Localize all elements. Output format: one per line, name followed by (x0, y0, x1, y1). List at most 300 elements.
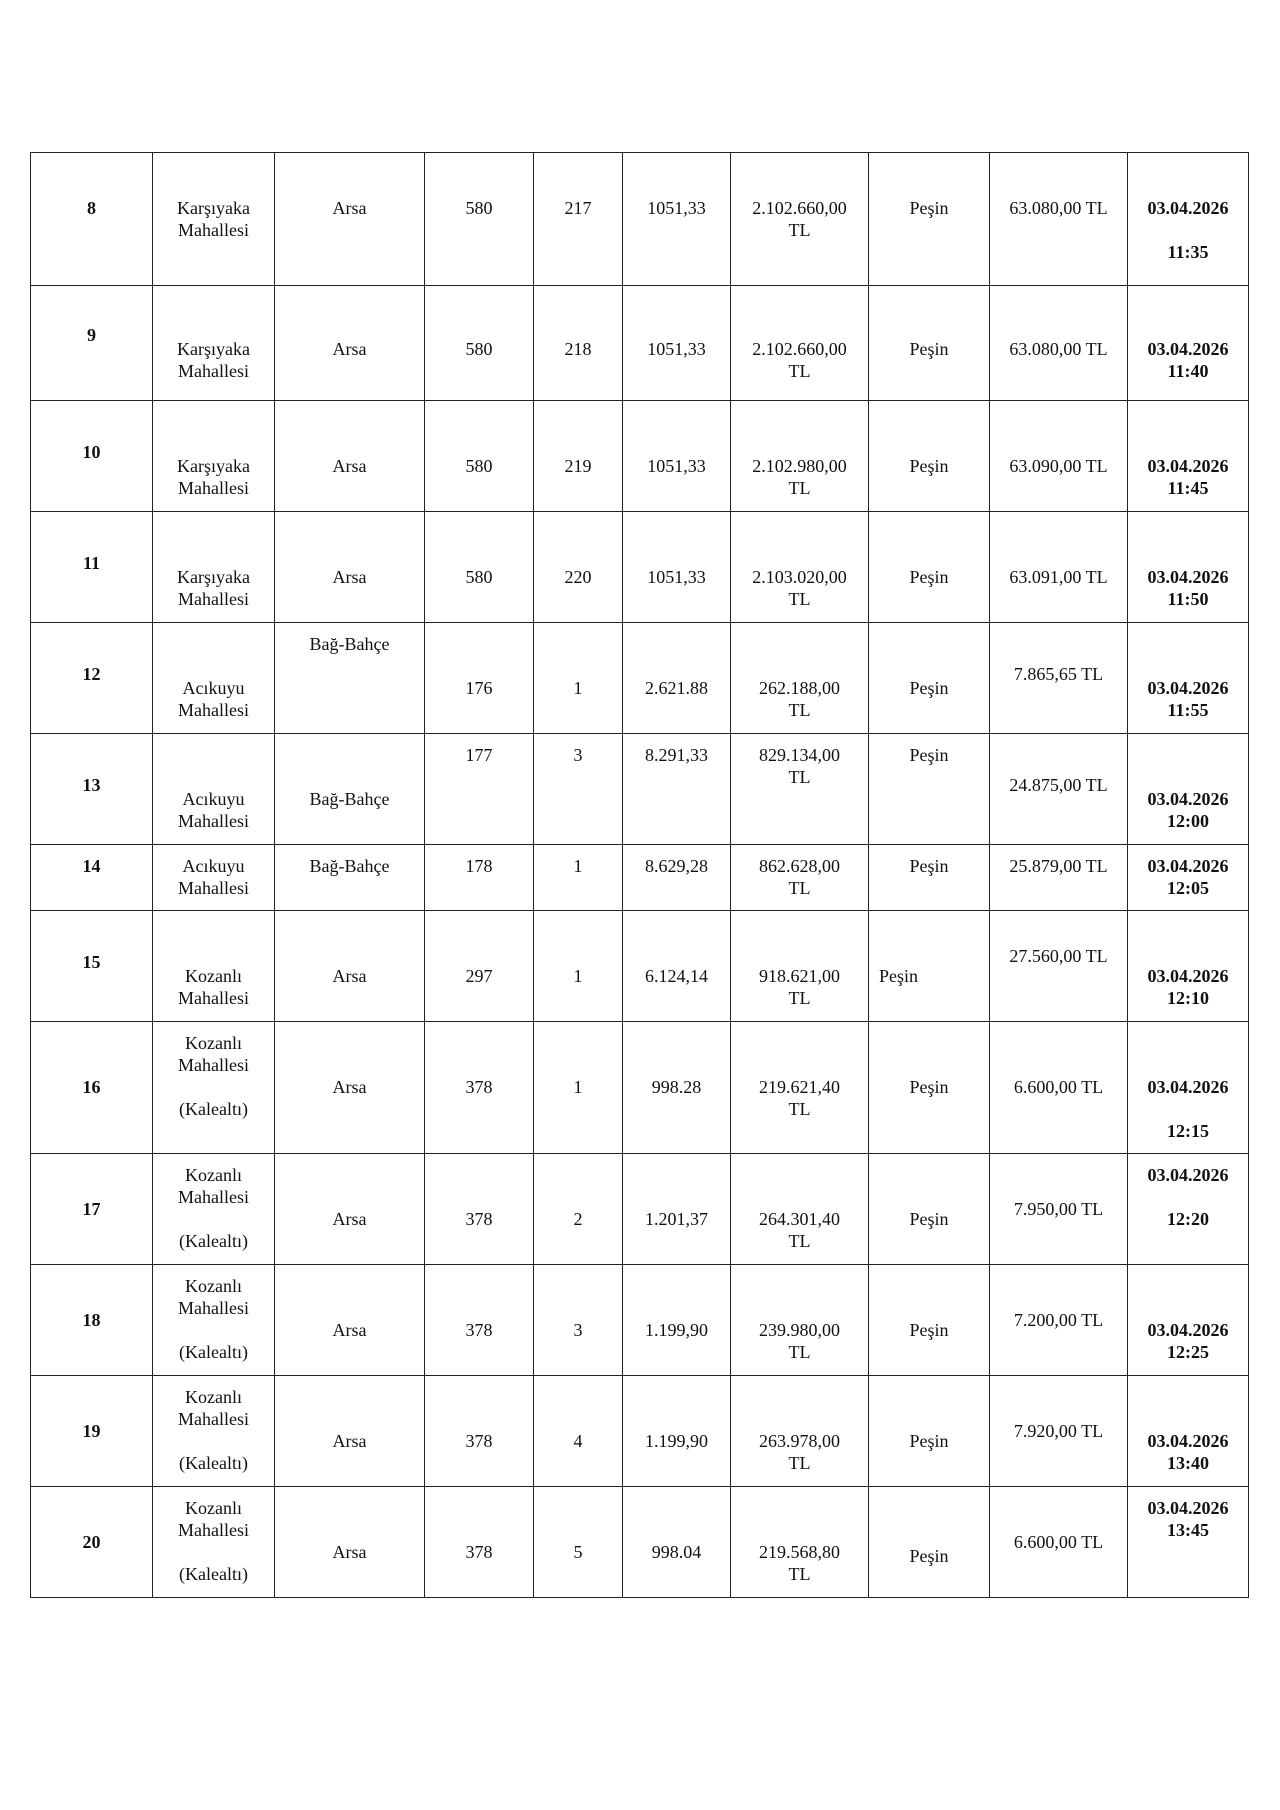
property-type-cell (275, 286, 425, 401)
property-type: Arsa (332, 1542, 367, 1562)
estimated-value: TL (788, 1453, 811, 1473)
neighborhood: Mahallesi (178, 1298, 249, 1318)
parcel-number: 219 (564, 456, 592, 476)
neighborhood: (Kalealtı) (179, 1564, 248, 1584)
block-number-cell (425, 845, 534, 911)
parcel-number: 4 (573, 1431, 583, 1451)
estimated-value: 219.621,40 (759, 1077, 840, 1097)
property-type: Arsa (332, 456, 367, 476)
guarantee-amount-cell (990, 1487, 1128, 1598)
block-number-cell (425, 1487, 534, 1598)
row-number: 9 (87, 325, 96, 345)
neighborhood: Karşıyaka (177, 198, 250, 218)
parcel-number-cell (534, 623, 623, 734)
parcel-number-cell (534, 911, 623, 1022)
neighborhood-cell (153, 1154, 275, 1265)
property-type-cell (275, 1154, 425, 1265)
property-type-cell (275, 153, 425, 286)
estimated-value-cell (731, 1376, 869, 1487)
table-row (31, 1376, 1249, 1487)
row-number: 14 (82, 856, 101, 876)
property-type-cell (275, 401, 425, 512)
row-number: 19 (82, 1421, 101, 1441)
property-type: Arsa (332, 1320, 367, 1340)
block-number: 378 (465, 1431, 493, 1451)
row-number-cell (31, 623, 153, 734)
row-number: 15 (82, 952, 101, 972)
estimated-value: 263.978,00 (759, 1431, 840, 1451)
guarantee-amount: 63.080,00 TL (1009, 339, 1108, 359)
property-type-cell (275, 911, 425, 1022)
area-cell (623, 1376, 731, 1487)
area: 998.28 (651, 1077, 702, 1097)
estimated-value-cell (731, 845, 869, 911)
auction-datetime: 11:45 (1167, 478, 1209, 498)
parcel-number: 3 (573, 1320, 583, 1340)
estimated-value: TL (788, 767, 811, 787)
block-number: 177 (465, 745, 493, 765)
auction-datetime: 03.04.2026 (1147, 966, 1229, 986)
neighborhood: Karşıyaka (177, 567, 250, 587)
auction-datetime: 03.04.2026 (1147, 567, 1229, 587)
neighborhood: Kozanlı (185, 1165, 242, 1185)
guarantee-amount-cell (990, 1022, 1128, 1154)
auction-datetime-cell (1128, 623, 1249, 734)
guarantee-amount: 27.560,00 TL (1009, 946, 1108, 966)
block-number-cell (425, 286, 534, 401)
estimated-value-cell (731, 512, 869, 623)
payment-type-cell (869, 734, 990, 845)
neighborhood: (Kalealtı) (179, 1342, 248, 1362)
parcel-number-cell (534, 1154, 623, 1265)
neighborhood: Acıkuyu (182, 678, 245, 698)
payment-type: Peşin (909, 567, 949, 587)
block-number: 297 (465, 966, 493, 986)
parcel-number: 1 (573, 1077, 583, 1097)
row-number: 12 (82, 664, 101, 684)
estimated-value-cell (731, 286, 869, 401)
payment-type-cell (869, 401, 990, 512)
guarantee-amount: 63.091,00 TL (1009, 567, 1108, 587)
payment-type: Peşin (909, 678, 949, 698)
area: 8.629,28 (645, 856, 708, 876)
auction-datetime-cell (1128, 845, 1249, 911)
neighborhood: Acıkuyu (182, 789, 245, 809)
guarantee-amount-cell (990, 1376, 1128, 1487)
estimated-value-cell (731, 153, 869, 286)
block-number: 176 (465, 678, 493, 698)
estimated-value: 2.102.660,00 (752, 198, 847, 218)
estimated-value: 829.134,00 (759, 745, 840, 765)
auction-datetime-cell (1128, 401, 1249, 512)
payment-type: Peşin (909, 856, 949, 876)
property-type-cell (275, 512, 425, 623)
parcel-number: 217 (564, 198, 592, 218)
estimated-value-cell (731, 1154, 869, 1265)
payment-type: Peşin (909, 1320, 949, 1340)
block-number: 580 (465, 339, 493, 359)
guarantee-amount-cell (990, 1265, 1128, 1376)
area: 1.199,90 (645, 1431, 708, 1451)
block-number-cell (425, 1154, 534, 1265)
block-number-cell (425, 623, 534, 734)
row-number: 18 (82, 1310, 101, 1330)
auction-datetime: 12:15 (1167, 1121, 1209, 1141)
row-number: 13 (82, 775, 101, 795)
row-number: 20 (82, 1532, 101, 1552)
payment-type: Peşin (909, 198, 949, 218)
table-row (31, 734, 1249, 845)
row-number: 8 (87, 198, 96, 218)
neighborhood: Kozanlı (185, 1498, 242, 1518)
guarantee-amount: 7.200,00 TL (1013, 1310, 1104, 1330)
auction-datetime-cell (1128, 1022, 1249, 1154)
payment-type-cell (869, 1022, 990, 1154)
auction-datetime: 11:40 (1167, 361, 1209, 381)
row-number-cell (31, 1265, 153, 1376)
guarantee-amount-cell (990, 512, 1128, 623)
parcel-number-cell (534, 734, 623, 845)
neighborhood: Mahallesi (178, 1187, 249, 1207)
property-type: Bağ-Bahçe (309, 789, 390, 809)
row-number: 11 (82, 553, 100, 573)
auction-datetime: 11:50 (1167, 589, 1209, 609)
estimated-value: 918.621,00 (759, 966, 840, 986)
auction-datetime-cell (1128, 286, 1249, 401)
row-number: 10 (82, 442, 101, 462)
block-number-cell (425, 911, 534, 1022)
area: 8.291,33 (645, 745, 708, 765)
payment-type-cell (869, 286, 990, 401)
area: 998.04 (651, 1542, 702, 1562)
row-number-cell (31, 512, 153, 623)
neighborhood: Mahallesi (178, 220, 249, 240)
payment-type-cell (869, 1154, 990, 1265)
block-number: 378 (465, 1320, 493, 1340)
table-row (31, 1022, 1249, 1154)
payment-type-cell (869, 1487, 990, 1598)
estimated-value: TL (788, 589, 811, 609)
payment-type: Peşin (909, 339, 949, 359)
neighborhood: Mahallesi (178, 878, 249, 898)
auction-datetime: 13:45 (1167, 1520, 1209, 1540)
row-number-cell (31, 1022, 153, 1154)
estimated-value: TL (788, 988, 811, 1008)
auction-datetime: 12:20 (1167, 1209, 1209, 1229)
parcel-number-cell (534, 1487, 623, 1598)
neighborhood: Karşıyaka (177, 339, 250, 359)
area-cell (623, 911, 731, 1022)
estimated-value: TL (788, 878, 811, 898)
block-number: 580 (465, 567, 493, 587)
auction-datetime: 11:35 (1167, 242, 1209, 262)
neighborhood-cell (153, 1265, 275, 1376)
row-number-cell (31, 1487, 153, 1598)
block-number-cell (425, 512, 534, 623)
parcel-number: 5 (573, 1542, 583, 1562)
property-type: Arsa (332, 339, 367, 359)
area-cell (623, 401, 731, 512)
area-cell (623, 1022, 731, 1154)
area: 1.199,90 (645, 1320, 708, 1340)
neighborhood: Kozanlı (185, 966, 242, 986)
neighborhood: Mahallesi (178, 1520, 249, 1540)
parcel-number: 1 (573, 966, 583, 986)
auction-datetime-cell (1128, 1487, 1249, 1598)
block-number: 178 (465, 856, 493, 876)
auction-table (30, 152, 1249, 1598)
guarantee-amount: 24.875,00 TL (1009, 775, 1108, 795)
property-type-cell (275, 623, 425, 734)
table-row (31, 911, 1249, 1022)
row-number: 17 (82, 1199, 101, 1219)
property-type-cell (275, 1265, 425, 1376)
property-type: Arsa (332, 567, 367, 587)
neighborhood: Mahallesi (178, 589, 249, 609)
estimated-value: TL (788, 220, 811, 240)
payment-type: Peşin (909, 456, 949, 476)
payment-type: Peşin (909, 1077, 949, 1097)
estimated-value: TL (788, 1099, 811, 1119)
block-number-cell (425, 1022, 534, 1154)
payment-type: Peşin (909, 745, 949, 765)
estimated-value: 262.188,00 (759, 678, 840, 698)
auction-datetime-cell (1128, 734, 1249, 845)
parcel-number: 218 (564, 339, 592, 359)
auction-datetime: 03.04.2026 (1147, 1431, 1229, 1451)
neighborhood-cell (153, 623, 275, 734)
payment-type: Peşin (909, 1209, 949, 1229)
parcel-number: 2 (573, 1209, 583, 1229)
payment-type: Peşin (909, 1431, 949, 1451)
guarantee-amount-cell (990, 401, 1128, 512)
guarantee-amount-cell (990, 153, 1128, 286)
parcel-number: 1 (573, 678, 583, 698)
payment-type: Peşin (909, 1546, 949, 1566)
neighborhood-cell (153, 911, 275, 1022)
table-row (31, 401, 1249, 512)
property-type: Bağ-Bahçe (309, 856, 390, 876)
estimated-value: 862.628,00 (759, 856, 840, 876)
block-number-cell (425, 401, 534, 512)
guarantee-amount: 7.950,00 TL (1013, 1199, 1104, 1219)
neighborhood-cell (153, 512, 275, 623)
row-number-cell (31, 911, 153, 1022)
guarantee-amount-cell (990, 1154, 1128, 1265)
guarantee-amount: 63.090,00 TL (1009, 456, 1108, 476)
block-number-cell (425, 1265, 534, 1376)
area: 6.124,14 (645, 966, 708, 986)
auction-datetime-cell (1128, 1154, 1249, 1265)
property-type-cell (275, 1487, 425, 1598)
block-number: 378 (465, 1542, 493, 1562)
property-type-cell (275, 734, 425, 845)
area: 1051,33 (647, 339, 706, 359)
payment-type-cell (869, 911, 990, 1022)
auction-datetime: 03.04.2026 (1147, 856, 1229, 876)
row-number-cell (31, 1154, 153, 1265)
payment-type-cell (869, 1376, 990, 1487)
neighborhood-cell (153, 845, 275, 911)
area-cell (623, 153, 731, 286)
neighborhood: Mahallesi (178, 988, 249, 1008)
neighborhood: Mahallesi (178, 700, 249, 720)
area-cell (623, 734, 731, 845)
parcel-number-cell (534, 512, 623, 623)
property-type: Arsa (332, 1431, 367, 1451)
neighborhood-cell (153, 1376, 275, 1487)
area-cell (623, 286, 731, 401)
neighborhood: Kozanlı (185, 1033, 242, 1053)
estimated-value-cell (731, 401, 869, 512)
neighborhood-cell (153, 153, 275, 286)
property-type: Bağ-Bahçe (309, 634, 390, 654)
neighborhood: Kozanlı (185, 1276, 242, 1296)
guarantee-amount-cell (990, 911, 1128, 1022)
property-type: Arsa (332, 1209, 367, 1229)
auction-datetime: 13:40 (1167, 1453, 1209, 1473)
area-cell (623, 1265, 731, 1376)
auction-datetime: 03.04.2026 (1147, 1320, 1229, 1340)
auction-datetime-cell (1128, 512, 1249, 623)
estimated-value: 264.301,40 (759, 1209, 840, 1229)
auction-datetime: 12:25 (1167, 1342, 1209, 1362)
neighborhood: (Kalealtı) (179, 1231, 248, 1251)
block-number: 580 (465, 456, 493, 476)
neighborhood: Mahallesi (178, 1409, 249, 1429)
table-row (31, 1487, 1249, 1598)
auction-datetime: 03.04.2026 (1147, 1165, 1229, 1185)
area: 1.201,37 (645, 1209, 708, 1229)
block-number-cell (425, 153, 534, 286)
block-number: 580 (465, 198, 493, 218)
estimated-value: TL (788, 1564, 811, 1584)
auction-datetime: 11:55 (1167, 700, 1209, 720)
parcel-number-cell (534, 1022, 623, 1154)
guarantee-amount: 7.920,00 TL (1013, 1421, 1104, 1441)
estimated-value: TL (788, 478, 811, 498)
payment-type-cell (869, 1265, 990, 1376)
payment-type-cell (869, 623, 990, 734)
parcel-number-cell (534, 1376, 623, 1487)
estimated-value: 239.980,00 (759, 1320, 840, 1340)
payment-type-cell (869, 512, 990, 623)
guarantee-amount-cell (990, 734, 1128, 845)
estimated-value-cell (731, 911, 869, 1022)
area-cell (623, 512, 731, 623)
neighborhood: Mahallesi (178, 361, 249, 381)
table-row (31, 153, 1249, 286)
payment-type-cell (869, 845, 990, 911)
estimated-value: TL (788, 1342, 811, 1362)
table-row (31, 623, 1249, 734)
parcel-number-cell (534, 153, 623, 286)
block-number-cell (425, 734, 534, 845)
table-row (31, 845, 1249, 911)
auction-datetime: 12:00 (1167, 811, 1209, 831)
area-cell (623, 1154, 731, 1265)
row-number-cell (31, 845, 153, 911)
estimated-value: 2.102.660,00 (752, 339, 847, 359)
row-number-cell (31, 1376, 153, 1487)
parcel-number: 3 (573, 745, 583, 765)
area: 2.621.88 (645, 678, 708, 698)
parcel-number-cell (534, 286, 623, 401)
neighborhood: Mahallesi (178, 811, 249, 831)
guarantee-amount: 63.080,00 TL (1009, 198, 1108, 218)
auction-datetime: 03.04.2026 (1147, 789, 1229, 809)
estimated-value: 219.568,80 (759, 1542, 840, 1562)
neighborhood: Mahallesi (178, 1055, 249, 1075)
neighborhood: Karşıyaka (177, 456, 250, 476)
property-type-cell (275, 1376, 425, 1487)
estimated-value-cell (731, 623, 869, 734)
neighborhood: Kozanlı (185, 1387, 242, 1407)
estimated-value-cell (731, 1487, 869, 1598)
area: 1051,33 (647, 198, 706, 218)
auction-datetime-cell (1128, 153, 1249, 286)
auction-datetime-cell (1128, 1265, 1249, 1376)
auction-datetime: 03.04.2026 (1147, 1077, 1229, 1097)
estimated-value-cell (731, 1265, 869, 1376)
estimated-value: 2.103.020,00 (752, 567, 847, 587)
property-type: Arsa (332, 966, 367, 986)
table-row (31, 512, 1249, 623)
row-number-cell (31, 153, 153, 286)
estimated-value-cell (731, 734, 869, 845)
parcel-number: 220 (564, 567, 592, 587)
neighborhood-cell (153, 734, 275, 845)
block-number: 378 (465, 1077, 493, 1097)
area: 1051,33 (647, 567, 706, 587)
property-type: Arsa (332, 1077, 367, 1097)
parcel-number-cell (534, 401, 623, 512)
auction-datetime: 12:05 (1167, 878, 1209, 898)
table-row (31, 1154, 1249, 1265)
block-number-cell (425, 1376, 534, 1487)
estimated-value-cell (731, 1022, 869, 1154)
table-row (31, 1265, 1249, 1376)
neighborhood-cell (153, 1487, 275, 1598)
auction-datetime-cell (1128, 911, 1249, 1022)
neighborhood-cell (153, 1022, 275, 1154)
auction-datetime: 03.04.2026 (1147, 456, 1229, 476)
guarantee-amount-cell (990, 845, 1128, 911)
parcel-number: 1 (573, 856, 583, 876)
neighborhood: (Kalealtı) (179, 1099, 248, 1119)
area-cell (623, 1487, 731, 1598)
auction-datetime: 12:10 (1167, 988, 1209, 1008)
estimated-value: TL (788, 700, 811, 720)
guarantee-amount-cell (990, 286, 1128, 401)
auction-datetime-cell (1128, 1376, 1249, 1487)
guarantee-amount: 6.600,00 TL (1013, 1077, 1104, 1097)
row-number-cell (31, 401, 153, 512)
table-row (31, 286, 1249, 401)
guarantee-amount: 7.865,65 TL (1013, 664, 1104, 684)
auction-datetime: 03.04.2026 (1147, 678, 1229, 698)
area: 1051,33 (647, 456, 706, 476)
parcel-number-cell (534, 1265, 623, 1376)
auction-datetime: 03.04.2026 (1147, 198, 1229, 218)
estimated-value: TL (788, 1231, 811, 1251)
row-number-cell (31, 286, 153, 401)
auction-datetime: 03.04.2026 (1147, 339, 1229, 359)
property-type-cell (275, 1022, 425, 1154)
area-cell (623, 623, 731, 734)
row-number: 16 (82, 1077, 101, 1097)
neighborhood-cell (153, 286, 275, 401)
